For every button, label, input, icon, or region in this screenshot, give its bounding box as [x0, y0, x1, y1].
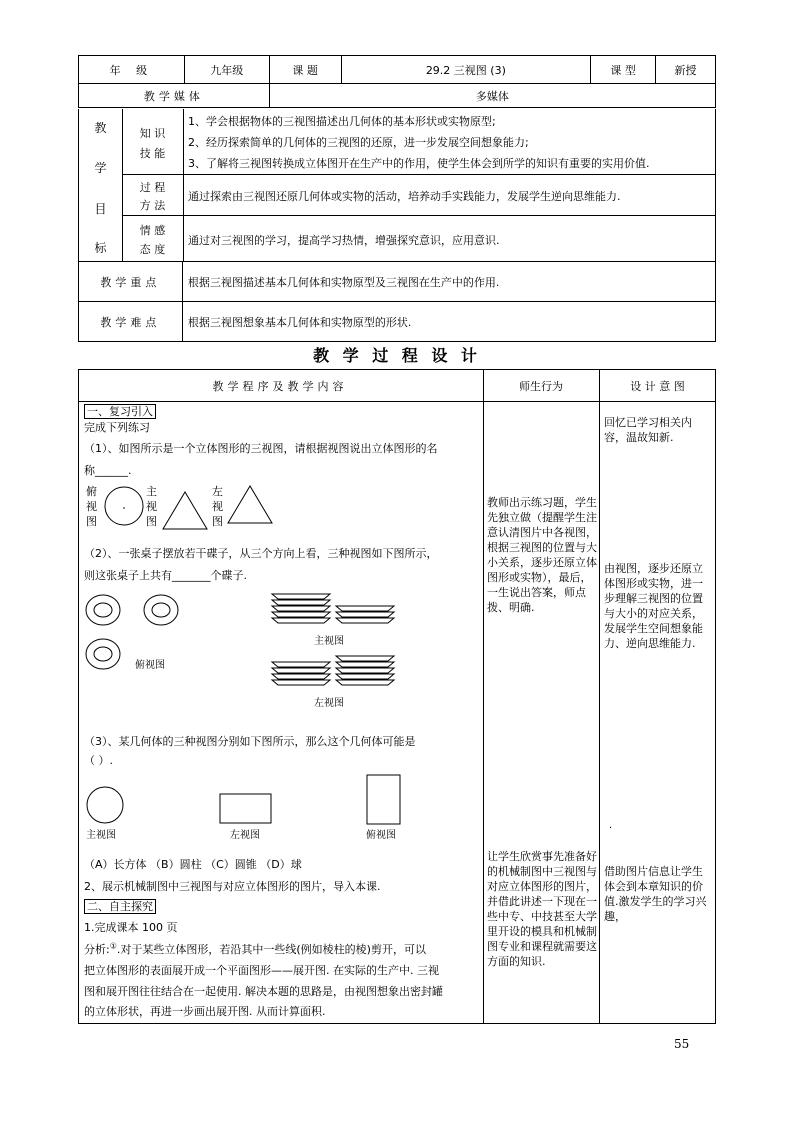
q1-circle-view: [104, 484, 144, 528]
q1-triangle-left: [225, 484, 275, 526]
behavior-note-2: 让学生欣赏事先准备好的机械制图中三视图与对应立体图形的图片，并借此讲述一下现在一些中专、中技甚至大学里开设的模具和机械制图专业和课程就需要这方面的知识.: [487, 850, 597, 968]
analysis-line1: 分析:①.对于某些立体图形，若沿其中一些线(例如棱柱的棱)剪开，可以: [84, 941, 426, 956]
knowledge-item-1: 1、学会根据物体的三视图描述出几何体的基本形状或实物原型;: [188, 115, 496, 128]
q1-line1: （1）、如图所示是一个立体图形的三视图，请根据视图说出立体图形的名: [84, 442, 438, 455]
intent-note-2: 由视图，逐步还原立体图形或实物，进一步理解三视图的位置与大小的对应关系，发展学生空间想象能力、逆向思维能力.: [604, 562, 703, 650]
goals-block: [78, 109, 716, 262]
key-points-table: [78, 261, 716, 342]
grade-value: 九年级: [184, 56, 269, 84]
intent-dot: .: [609, 820, 613, 831]
q1-front-label: 主 视 图: [146, 485, 157, 528]
q2-caption-front: 主视图: [314, 636, 344, 647]
q2-line1: （2）、一张桌子摆放若干碟子，从三个方向上看，三种视图如下图所示，: [84, 547, 438, 560]
q2-caption-top: 俯视图: [135, 660, 165, 671]
q1-left-label: 左 视 图: [212, 485, 223, 528]
q3-caption-left: 左视图: [230, 830, 260, 841]
q3-caption-front: 主视图: [86, 830, 116, 841]
q3-line1: （3）、某几何体的三种视图分别如下图所示，那么这个几何体可能是: [84, 735, 416, 748]
analysis-line4: 的立体形状，再进一步画出展开图. 从而计算面积.: [84, 1005, 326, 1018]
item-2: 2、展示机械制图中三视图与对应立体图形的图片，导入本课.: [84, 880, 381, 893]
knowledge-label-1: 知 识: [139, 127, 166, 140]
knowledge-item-3: 3、了解将三视图转换成立体图开在生产中的作用，使学生体会到所学的知识有重要的实用价值.: [188, 157, 650, 170]
q3-line2: （ ）.: [84, 754, 113, 767]
grade-label: 年 级: [79, 56, 185, 84]
key-label: 教学重点: [79, 262, 183, 302]
page-number: 55: [674, 1037, 690, 1051]
plate-stack-front-view: [268, 590, 408, 632]
section-explore: 二、自主探究: [84, 898, 156, 914]
plate-stack-left-view: [268, 652, 408, 694]
section-review: 一、复习引入: [84, 403, 156, 419]
emotion-label-2: 态 度: [139, 243, 166, 256]
analysis-line3: 图和展开图往往结合在一起使用. 解决本题的思路是，由视图想象出密封罐: [84, 985, 443, 998]
q2-caption-left: 左视图: [314, 698, 344, 709]
topic-label: 课 题: [269, 56, 341, 84]
q3-caption-top: 俯视图: [366, 830, 396, 841]
q1-line2: 称______.: [84, 464, 132, 477]
intent-note-1: 回忆已学习相关内容，温故知新.: [604, 416, 692, 444]
q2-line2: 则这张桌子上共有_______个碟子.: [84, 569, 247, 582]
task-1: 1.完成课本 100 页: [84, 921, 178, 934]
q3-rect-left: [219, 793, 273, 825]
media-label: 教学媒体: [79, 84, 270, 108]
q3-rect-top: [366, 774, 402, 826]
goals-label-2: 学: [94, 161, 107, 175]
col-header-content: 教学程序及教学内容: [212, 380, 348, 393]
knowledge-label-2: 技 能: [139, 147, 166, 160]
goals-label-3: 目: [94, 202, 107, 216]
design-title: 教 学 过 程 设 计: [313, 346, 481, 365]
process-label-1: 过 程: [139, 181, 166, 194]
col-header-intent: 设 计 意 图: [630, 380, 685, 393]
intro-text: 完成下列练习: [84, 421, 150, 434]
difficulty-label: 教学难点: [79, 302, 183, 342]
difficulty-value: 根据三视图想象基本几何体和实物原型的形状.: [182, 302, 715, 342]
q3-options: （A）长方体 （B）圆柱 （C）圆锥 （D）球: [84, 858, 302, 871]
emotion-value: 通过对三视图的学习，提高学习热情，增强探究意识，应用意识.: [188, 234, 500, 247]
analysis-line2: 把立体图形的表面展开成一个平面图形——展开图. 在实际的生产中. 三视: [84, 964, 439, 977]
q3-circle-front: [86, 786, 126, 826]
emotion-label-1: 情 感: [139, 224, 166, 237]
key-value: 根据三视图描述基本几何体和实物原型及三视图在生产中的作用.: [182, 262, 715, 302]
plate-stack-top-view: [84, 592, 184, 674]
process-value: 通过探索由三视图还原几何体或实物的活动，培养动手实践能力，发展学生逆向思维能力.: [188, 190, 621, 203]
behavior-note-1: 教师出示练习题，学生先独立做（提醒学生注意认清图片中各视图，根据三视图的位置与大小关系，逐步还原立体图形或实物），最后，一生说出答案，师点拨、明确.: [487, 496, 597, 614]
col-header-behavior: 师生行为: [519, 380, 563, 393]
goals-label-4: 标: [94, 241, 107, 255]
media-value: 多媒体: [269, 84, 715, 108]
type-label: 课 型: [591, 56, 656, 84]
intent-note-3: 借助图片信息让学生体会到本章知识的价值.激发学生的学习兴趣，: [604, 865, 707, 923]
q1-triangle-front: [160, 490, 210, 532]
knowledge-item-2: 2、经历探索简单的几何体的三视图的还原，进一步发展空间想象能力;: [188, 136, 529, 149]
type-value: 新授: [656, 56, 716, 84]
lesson-info-table: [78, 55, 716, 108]
q1-top-label: 俯 视 图: [86, 485, 97, 528]
process-label-2: 方 法: [139, 199, 166, 212]
topic-value: 29.2 三视图 (3): [341, 56, 591, 84]
goals-label-1: 教: [94, 121, 107, 135]
